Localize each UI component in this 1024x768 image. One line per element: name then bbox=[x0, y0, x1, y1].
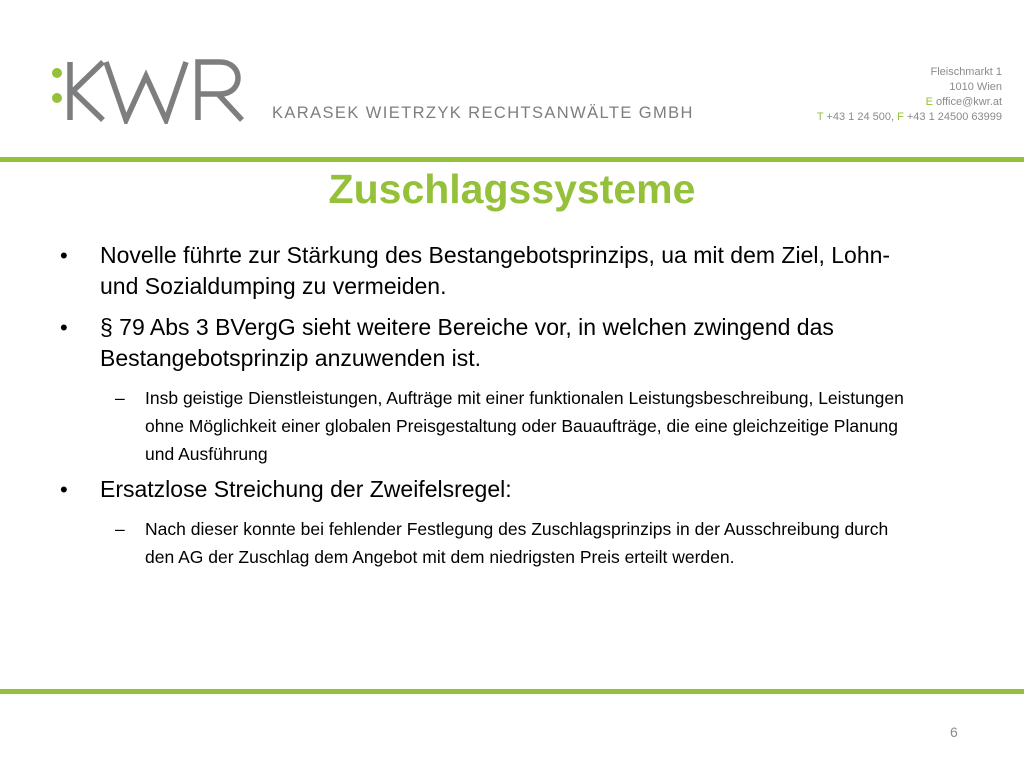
bullet-item bbox=[60, 312, 910, 374]
sub-bullet-marker: – bbox=[115, 388, 125, 408]
bullet-text: Novelle führte zur Stärkung des Bestangebotsprinzips, ua mit dem Ziel, Lohn- und Sozialdumping zu vermeiden. bbox=[100, 242, 891, 299]
sub-bullet-item bbox=[115, 384, 910, 468]
contact-phone-line bbox=[817, 110, 1002, 125]
fax-label: F bbox=[897, 111, 904, 123]
bullet-marker: • bbox=[60, 315, 68, 340]
bullet-text: § 79 Abs 3 BVergG sieht weitere Bereiche vor, in welchen zwingend das Bestangebotsprinzip anzuwenden ist. bbox=[100, 314, 834, 371]
bullet-marker: • bbox=[60, 477, 68, 502]
top-divider bbox=[0, 157, 1024, 162]
contact-fax: +43 1 24500 63999 bbox=[903, 111, 1002, 123]
slide-content bbox=[60, 240, 910, 577]
bottom-divider bbox=[0, 689, 1024, 694]
contact-email: office@kwr.at bbox=[932, 96, 1002, 108]
contact-street: Fleischmarkt 1 bbox=[930, 66, 1002, 78]
phone-label: T bbox=[816, 111, 824, 123]
firm-name: KARASEK WIETRZYK RECHTSANWÄLTE GMBH bbox=[272, 104, 694, 122]
kwr-logo bbox=[48, 58, 248, 124]
contact-email-line bbox=[817, 95, 1002, 110]
sub-bullet-text: Insb geistige Dienstleistungen, Aufträge mit einer funktionalen Leistungsbeschreibung, Leistungen ohne Möglichkeit einer globalen Preisgestaltung oder Bauaufträge, die eine gleichzeitige Planung und Ausführung bbox=[145, 388, 904, 464]
slide-title: Zuschlagssysteme bbox=[328, 166, 696, 212]
page-number: 6 bbox=[950, 724, 958, 740]
email-label: E bbox=[925, 96, 933, 108]
bullet-text: Ersatzlose Streichung der Zweifelsregel: bbox=[100, 476, 512, 502]
bullet-item bbox=[60, 474, 910, 505]
contact-block bbox=[817, 65, 1002, 125]
bullet-item bbox=[60, 240, 910, 302]
sub-bullet-item bbox=[115, 515, 910, 571]
sub-bullet-text: Nach dieser konnte bei fehlender Festlegung des Zuschlagsprinzips in der Ausschreibung durch den AG der Zuschlag dem Angebot mit dem niedrigsten Preis erteilt werden. bbox=[145, 519, 889, 567]
sub-bullet-marker: – bbox=[115, 519, 125, 539]
contact-phone: +43 1 24 500, bbox=[823, 111, 898, 123]
kwr-logo-mark bbox=[48, 58, 248, 124]
contact-city: 1010 Wien bbox=[949, 81, 1002, 93]
bullet-marker: • bbox=[60, 243, 68, 268]
